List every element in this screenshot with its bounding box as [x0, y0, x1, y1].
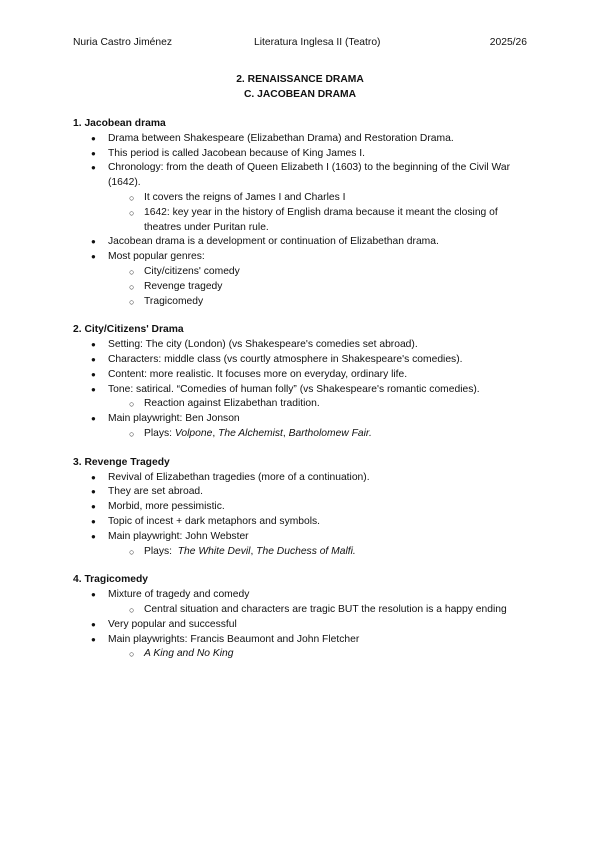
- sub-list-item: [73, 280, 533, 295]
- bullet-icon: ●: [91, 516, 96, 526]
- list-item: [73, 485, 533, 500]
- bullet-list: [73, 338, 533, 442]
- play-title: A King and No King: [144, 648, 234, 660]
- bullet-icon: ●: [91, 472, 96, 482]
- circle-bullet-icon: ○: [129, 649, 135, 660]
- list-item-text: Reaction against Elizabethan tradition.: [144, 398, 320, 410]
- section-tragicomedy: [73, 573, 533, 662]
- separator: ,: [250, 545, 257, 557]
- bullet-list: [73, 132, 533, 310]
- list-item: [73, 147, 533, 162]
- list-item-text: City/citizens' comedy: [144, 265, 240, 277]
- list-item: [73, 235, 533, 250]
- header-year: 2025/26: [489, 37, 527, 48]
- list-item-text: Content: more realistic. It focuses more on everyday, ordinary life.: [108, 368, 408, 380]
- sub-list-item: [73, 191, 533, 206]
- bullet-icon: ●: [91, 163, 96, 173]
- list-item-text: Main playwright: John Webster: [108, 530, 249, 542]
- circle-bullet-icon: ○: [129, 192, 135, 203]
- bullet-icon: ●: [91, 531, 96, 541]
- play-title: Volpone: [174, 427, 213, 439]
- sub-list-item: [73, 265, 533, 280]
- main-title: 2. RENAISSANCE DRAMA: [236, 74, 364, 85]
- sub-list-item: [73, 397, 533, 412]
- bullet-icon: ●: [91, 252, 96, 262]
- section-city-drama: [73, 323, 533, 441]
- section-heading: 1. Jacobean drama: [73, 118, 166, 129]
- list-item: [73, 368, 533, 383]
- bullet-icon: ●: [91, 414, 96, 424]
- bullet-icon: ●: [91, 354, 96, 364]
- separator: ,: [282, 427, 289, 439]
- sub-list-item: [73, 647, 533, 662]
- plays-label: Plays:: [144, 427, 175, 439]
- circle-bullet-icon: ○: [129, 428, 135, 439]
- circle-bullet-icon: ○: [129, 399, 135, 410]
- list-item-text: Central situation and characters are tragic BUT the resolution is a happy ending: [144, 603, 507, 615]
- list-item-text: They are set abroad.: [108, 486, 204, 498]
- play-title: Bartholomew Fair.: [288, 427, 372, 439]
- sub-list-item: [73, 545, 533, 560]
- bullet-icon: ●: [91, 340, 96, 350]
- list-item-text: Most popular genres:: [108, 251, 205, 263]
- list-item: [73, 338, 533, 353]
- list-item-text: Tragicomedy: [144, 295, 204, 307]
- list-item: [73, 588, 533, 603]
- list-item-text: Revenge tragedy: [144, 280, 223, 292]
- sub-list-item: [73, 427, 533, 442]
- list-item-text: Chronology: from the death of Queen Elizabeth I (1603) to the beginning of the Civil War (1642).: [108, 162, 511, 189]
- list-item: [73, 500, 533, 515]
- list-item-text: Mixture of tragedy and comedy: [108, 589, 250, 601]
- sub-list-item: [73, 295, 533, 310]
- bullet-icon: ●: [91, 590, 96, 600]
- list-item: [73, 250, 533, 265]
- list-item: [73, 633, 533, 648]
- bullet-icon: ●: [91, 369, 96, 379]
- list-item: [73, 383, 533, 398]
- bullet-icon: ●: [91, 487, 96, 497]
- section-revenge-tragedy: [73, 456, 533, 560]
- sub-title: C. JACOBEAN DRAMA: [243, 89, 357, 100]
- document-body: [73, 117, 533, 676]
- section-heading: 3. Revenge Tragedy: [73, 456, 170, 468]
- list-item: [73, 132, 533, 147]
- list-item-text: Morbid, more pessimistic.: [108, 501, 225, 513]
- bullet-icon: ●: [91, 148, 96, 158]
- bullet-list: [73, 471, 533, 560]
- list-item-text: Very popular and successful: [108, 618, 237, 630]
- list-item-text: Topic of incest + dark metaphors and symbols.: [108, 515, 321, 527]
- list-item: [73, 515, 533, 530]
- list-item: [73, 412, 533, 427]
- list-item: [73, 161, 533, 191]
- list-item-text: Tone: satirical. “Comedies of human folly” (vs Shakespeare's romantic comedies).: [108, 383, 480, 395]
- bullet-icon: ●: [91, 634, 96, 644]
- separator: ,: [212, 427, 219, 439]
- bullet-icon: ●: [91, 619, 96, 629]
- circle-bullet-icon: ○: [129, 604, 135, 615]
- bullet-icon: ●: [91, 237, 96, 247]
- list-item-text: Jacobean drama is a development or continuation of Elizabethan drama.: [108, 236, 439, 248]
- circle-bullet-icon: ○: [129, 296, 135, 307]
- circle-bullet-icon: ○: [129, 546, 135, 557]
- bullet-icon: ●: [91, 384, 96, 394]
- plays-label: Plays:: [144, 545, 178, 557]
- bullet-icon: ●: [91, 133, 96, 143]
- list-item-text: This period is called Jacobean because of King James I.: [108, 147, 365, 159]
- list-item: [73, 618, 533, 633]
- header-course: Literatura Inglesa II (Teatro): [254, 37, 381, 48]
- bullet-icon: ●: [91, 502, 96, 512]
- list-item-text: Drama between Shakespeare (Elizabethan Drama) and Restoration Drama.: [108, 132, 454, 144]
- list-item: [73, 530, 533, 545]
- document-titles: [0, 72, 600, 102]
- play-title: The Duchess of Malfi.: [256, 545, 356, 557]
- header-author: Nuria Castro Jiménez: [73, 37, 172, 48]
- page-header: [73, 37, 527, 51]
- list-item-text: Main playwright: Ben Jonson: [108, 413, 240, 425]
- play-title: The White Devil: [177, 545, 251, 557]
- list-item: [73, 353, 533, 368]
- bullet-list: [73, 588, 533, 662]
- list-item-text: 1642: key year in the history of English drama because it meant the closing of theatres under Puritan rule.: [144, 206, 498, 233]
- sub-list-item: [73, 603, 533, 618]
- list-item-text: Setting: The city (London) (vs Shakespeare's comedies set abroad).: [108, 339, 418, 351]
- list-item-text: It covers the reigns of James I and Charles I: [144, 191, 346, 203]
- list-item-text: Revival of Elizabethan tragedies (more of a continuation).: [108, 471, 370, 483]
- section-heading: 2. City/Citizens' Drama: [73, 324, 184, 336]
- section-jacobean-drama: [73, 117, 533, 309]
- play-title: The Alchemist: [218, 427, 283, 439]
- section-heading: 4. Tragicomedy: [73, 574, 148, 586]
- circle-bullet-icon: ○: [129, 281, 135, 292]
- circle-bullet-icon: ○: [129, 207, 135, 218]
- list-item-text: Main playwrights: Francis Beaumont and John Fletcher: [108, 633, 360, 645]
- list-item-text: Characters: middle class (vs courtly atmosphere in Shakespeare's comedies).: [108, 353, 463, 365]
- sub-list-item: [73, 206, 533, 236]
- circle-bullet-icon: ○: [129, 266, 135, 277]
- list-item: [73, 471, 533, 486]
